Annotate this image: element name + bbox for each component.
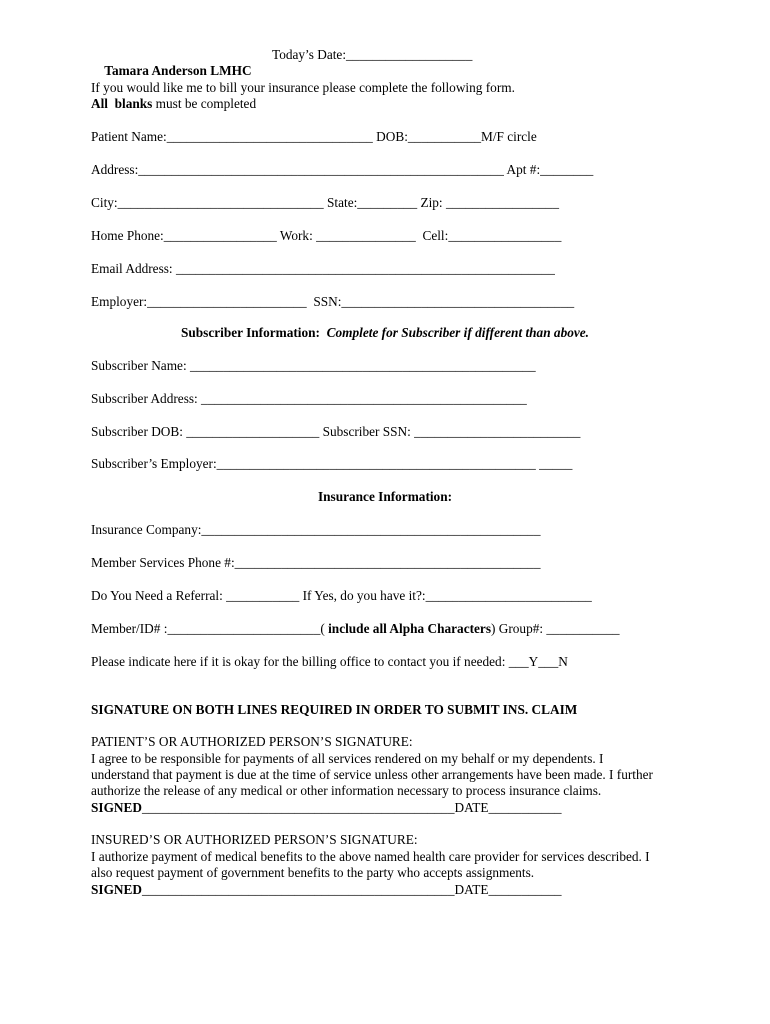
city-state-zip-field[interactable]: City:_______________________________ State:_________ Zip: _________________	[91, 195, 559, 210]
subscriber-heading-label: Subscriber Information:	[180, 325, 320, 340]
member-id-post: ) Group#: ___________	[491, 621, 620, 636]
insured-authorization-line: also request payment of government benefits to the party who accepts assignments.	[91, 865, 535, 881]
subscriber-address-field[interactable]: Subscriber Address: _________________________________________________	[91, 391, 527, 406]
signed-blank[interactable]: _______________________________________________DATE___________	[142, 800, 562, 815]
patient-agreement-line: understand that payment is due at the time of service unless other arrangements have been made. I further	[91, 767, 653, 783]
todays-date-field[interactable]: Today’s Date:___________________	[272, 47, 473, 62]
insurance-company-field[interactable]: Insurance Company:___________________________________________________	[91, 522, 541, 537]
insured-authorization-text	[91, 849, 691, 881]
insured-authorization-line: I authorize payment of medical benefits to the above named health care provider for services described. I	[91, 849, 650, 864]
intro-line-2-rest: must be completed	[152, 96, 257, 111]
subscriber-dob-ssn-field[interactable]: Subscriber DOB: ____________________ Subscriber SSN: _________________________	[91, 424, 581, 439]
alpha-characters-note: include all Alpha Characters	[324, 621, 491, 636]
patient-agreement-text	[91, 751, 691, 800]
intro-line: If you would like me to bill your insurance please complete the following form.	[91, 80, 515, 95]
email-field[interactable]: Email Address: _________________________________________________________	[91, 261, 555, 276]
patient-signed-line[interactable]	[91, 800, 562, 816]
signed-blank[interactable]: _______________________________________________DATE___________	[142, 882, 562, 897]
patient-agreement-line: I agree to be responsible for payments of all services rendered on my behalf or my dependents. I	[91, 751, 604, 766]
billing-contact-permission[interactable]: Please indicate here if it is okay for the billing office to contact you if needed: ___Y___N	[91, 654, 568, 669]
member-id-group-field[interactable]	[91, 621, 620, 637]
phone-fields[interactable]: Home Phone:_________________ Work: _______________ Cell:_________________	[91, 228, 562, 243]
insured-signed-line[interactable]	[91, 882, 562, 898]
insured-signature-heading: INSURED’S OR AUTHORIZED PERSON’S SIGNATURE:	[91, 832, 418, 847]
signed-label: SIGNED	[91, 882, 142, 897]
subscriber-heading	[0, 325, 770, 341]
member-services-phone-field[interactable]: Member Services Phone #:______________________________________________	[91, 555, 541, 570]
insurance-heading: Insurance Information:	[317, 489, 453, 504]
provider-name: Tamara Anderson LMHC	[104, 63, 252, 78]
all-blanks-emphasis: All blanks	[91, 96, 153, 111]
address-field[interactable]: Address:_______________________________________________________ Apt #:________	[91, 162, 594, 177]
subscriber-employer-field[interactable]: Subscriber’s Employer:________________________________________________ _____	[91, 456, 573, 471]
patient-signature-heading: PATIENT’S OR AUTHORIZED PERSON’S SIGNATURE:	[91, 734, 413, 749]
signed-label: SIGNED	[91, 800, 142, 815]
signature-required-heading: SIGNATURE ON BOTH LINES REQUIRED IN ORDER TO SUBMIT INS. CLAIM	[91, 702, 578, 717]
patient-name-field[interactable]: Patient Name:_______________________________ DOB:___________M/F circle	[91, 129, 537, 144]
referral-field[interactable]: Do You Need a Referral: ___________ If Yes, do you have it?:_________________________	[91, 588, 592, 603]
patient-agreement-line: authorize the release of any medical or other information necessary to process insurance claims.	[91, 783, 602, 799]
subscriber-name-field[interactable]: Subscriber Name: ____________________________________________________	[91, 358, 536, 373]
subscriber-heading-note: Complete for Subscriber if different than above.	[326, 325, 590, 340]
member-id-pre: Member/ID# :_______________________(	[91, 621, 325, 636]
employer-ssn-field[interactable]: Employer:________________________ SSN:___________________________________	[91, 294, 575, 309]
intro-line-2	[91, 96, 256, 112]
